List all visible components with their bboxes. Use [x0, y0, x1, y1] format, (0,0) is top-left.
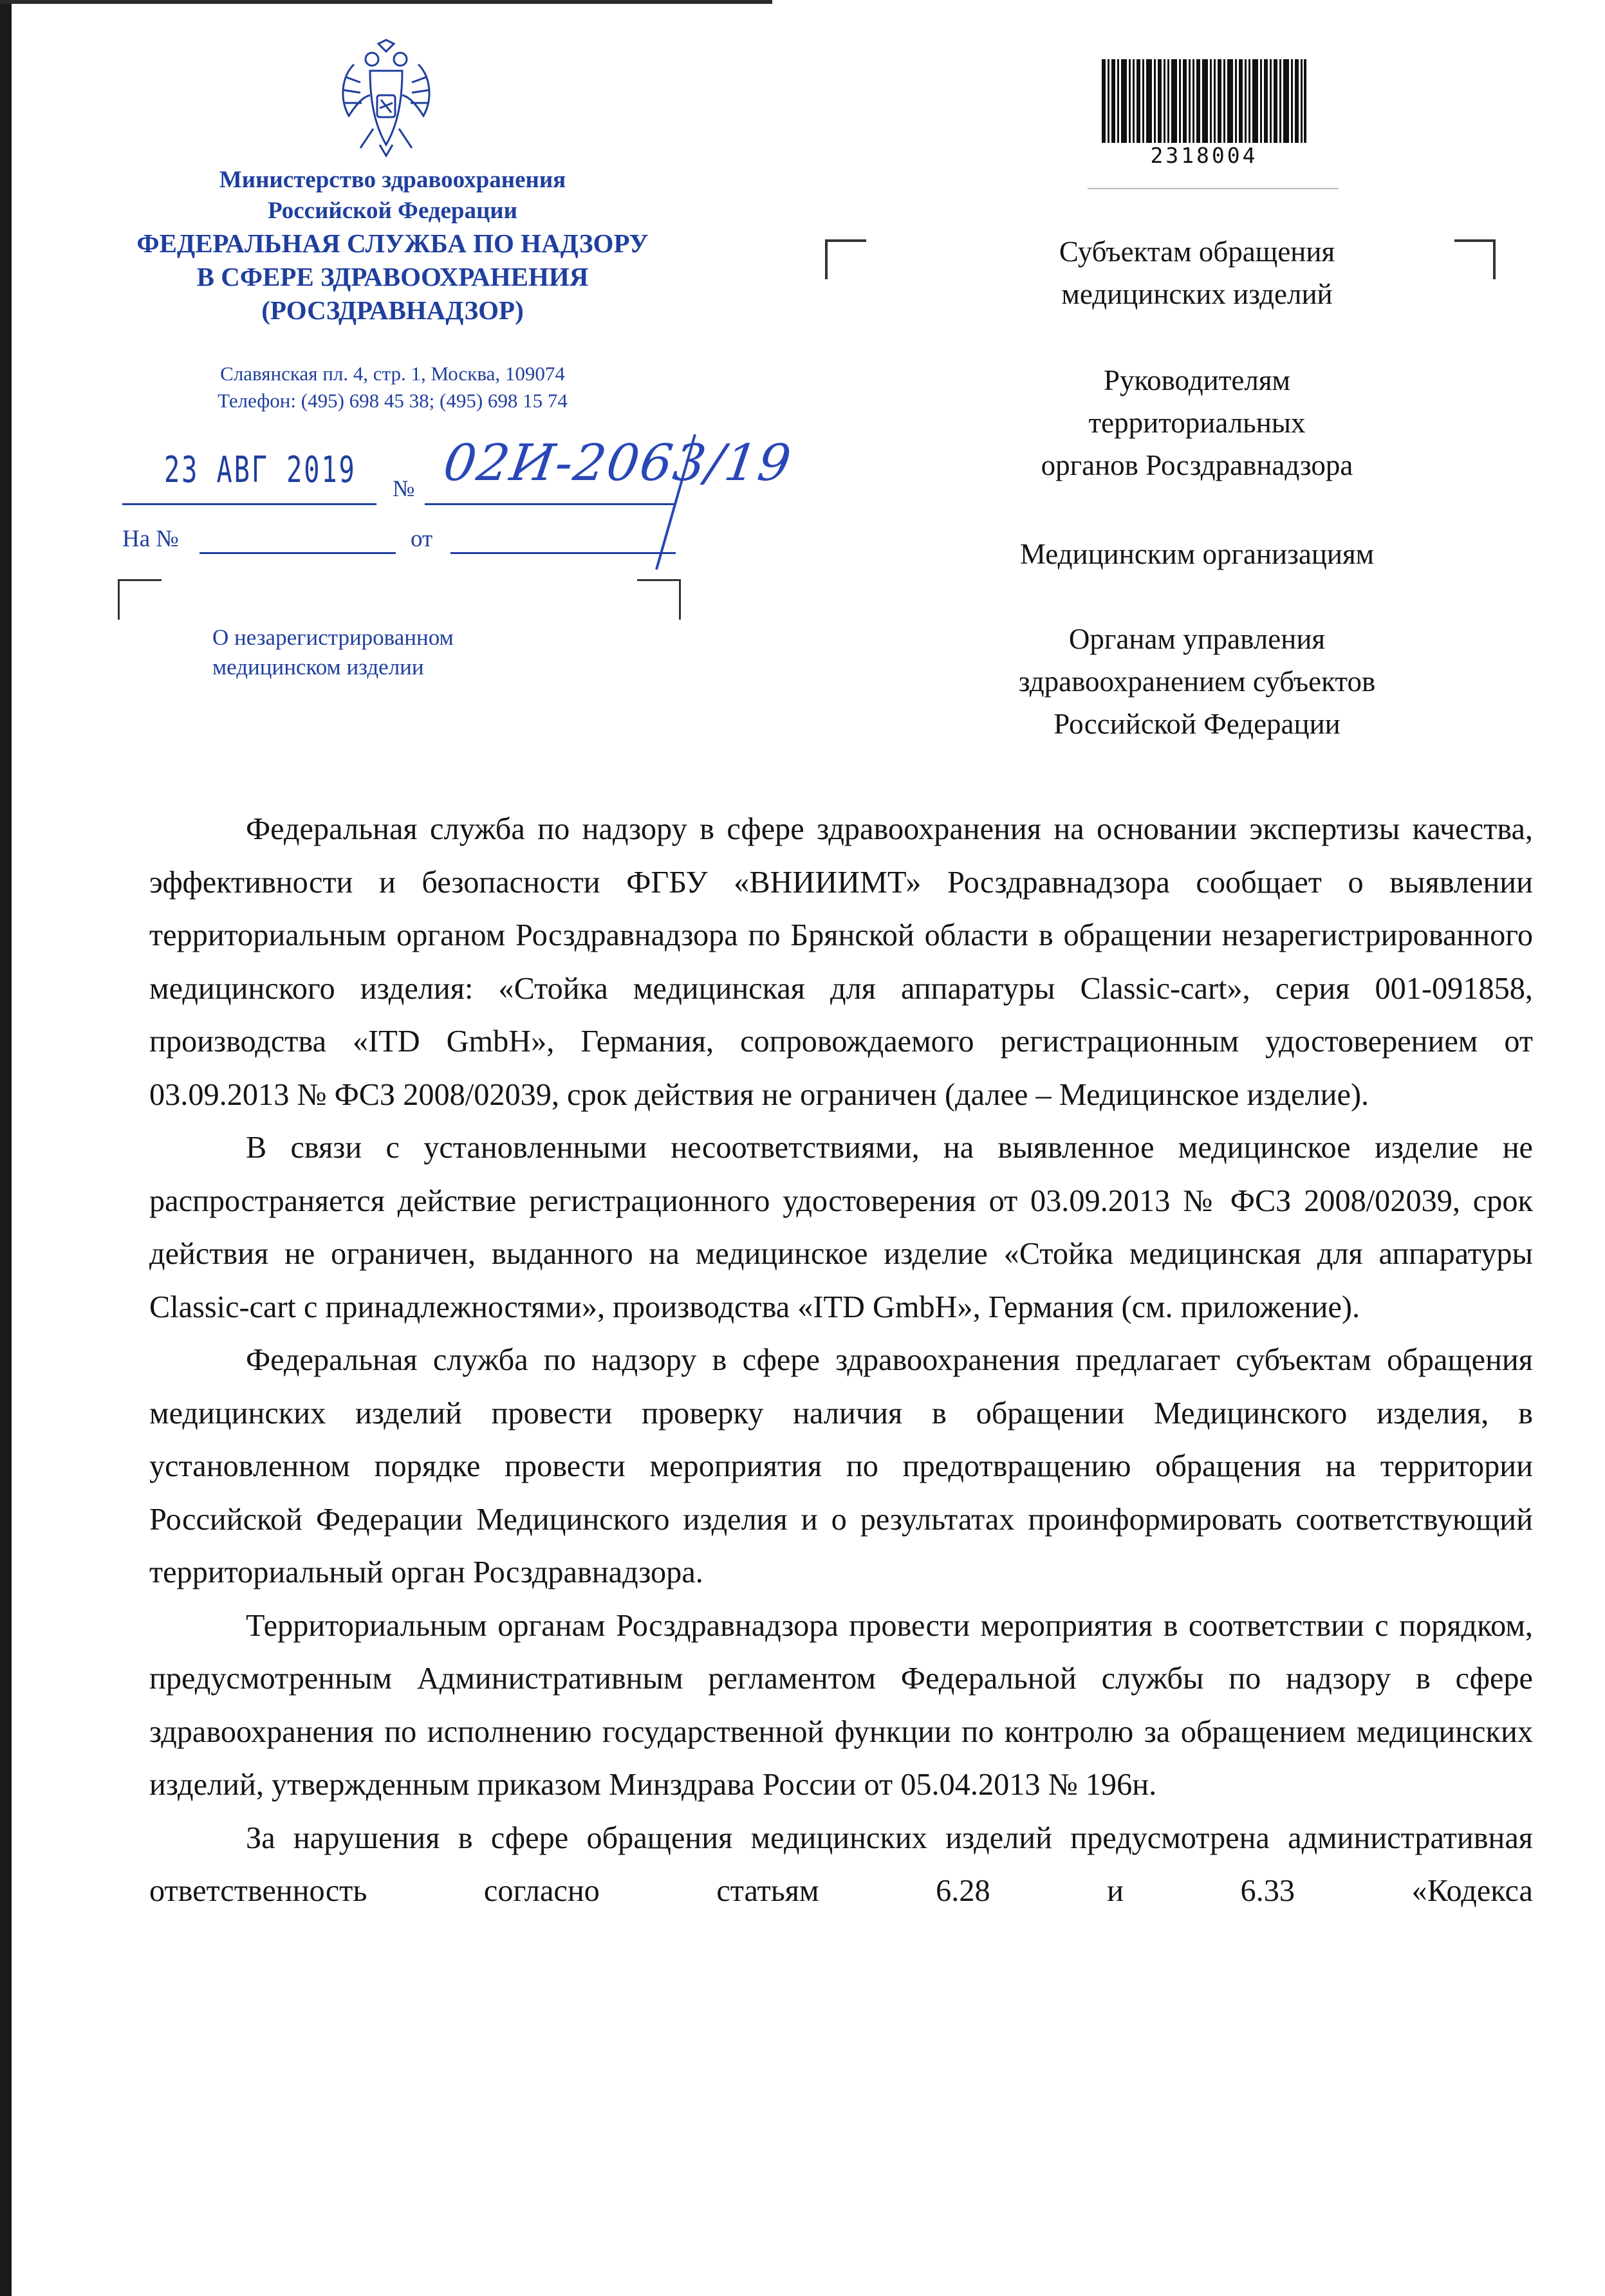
number-sign: № — [393, 476, 415, 501]
reply-date-line — [450, 552, 676, 554]
addressee-4-line-3: Российской Федерации — [1053, 708, 1341, 740]
subject-bracket-right — [637, 579, 681, 620]
service-line-1: ФЕДЕРАЛЬНАЯ СЛУЖБА ПО НАДЗОРУ — [136, 228, 649, 258]
addressee-bracket-left — [825, 239, 866, 279]
reply-number-line — [199, 552, 396, 554]
letter-body — [149, 803, 1533, 1918]
letterhead-contacts — [135, 360, 650, 414]
paragraph-1: Федеральная служба по надзору в сфере здравоохранения на основании экспертизы качества, эффективности и безопасности ФГБУ «ВНИИИМТ» Росздравнадзора сообщает о выявлении территориальным органом Росздравнадзора по Брянской области в обращении незарегистрированного медицинского изделия: «Стойка медицинская для аппаратуры Classic-cart», серия 001-091858, производства «ITD GmbH», Германия, сопровождаемого регистрационным удостоверением от 03.09.2013 № ФСЗ 2008/02039, срок действия не ограничен (далее – Медицинское изделие). — [149, 812, 1533, 1112]
ministry-name — [161, 165, 624, 227]
barcode-number: 2318004 — [1150, 143, 1258, 168]
from-label: от — [411, 526, 433, 552]
addressee-3-line-1: Медицинским организациям — [1019, 538, 1375, 570]
paragraph-2: В связи с установленными несоответствиями, на выявленное медицинское изделие не распространяется действие регистрационного удостоверения от 03.09.2013 № ФСЗ 2008/02039, срок действия не ограничен, выданного на медицинское изделие «Стойка медицинская для аппаратуры Classic-cart с принадлежностями», производства «ITD GmbH», Германия (см. приложение). — [149, 1131, 1533, 1324]
registration-number: 02И-2063/19 — [440, 434, 795, 492]
paragraph-5: За нарушения в сфере обращения медицинских изделий предусмотрена административная ответственность согласно статьям 6.28 и 6.33 «Кодекса — [149, 1820, 1533, 1908]
addressee-group-2 — [914, 359, 1480, 486]
subject-line-2: медицинском изделии — [212, 654, 424, 680]
service-line-3: (РОСЗДРАВНАДЗОР) — [261, 295, 524, 325]
handwritten-slash — [650, 431, 701, 573]
service-line-2: В СФЕРЕ ЗДРАВООХРАНЕНИЯ — [196, 262, 589, 292]
service-name — [109, 227, 676, 327]
addressee-4-line-2: здравоохранением субъектов — [1018, 665, 1376, 698]
addressee-1-line-1: Субъектам обращения — [1059, 236, 1335, 268]
addressee-2-line-3: органов Росздравнадзора — [1041, 449, 1353, 481]
subject-bracket-left — [118, 579, 162, 620]
barcode-divider — [1088, 188, 1339, 189]
ministry-line-2: Российской Федерации — [268, 198, 517, 224]
ministry-line-1: Министерство здравоохранения — [219, 167, 566, 193]
subject — [212, 623, 454, 682]
scan-edge — [0, 0, 12, 2296]
date-underline — [122, 503, 376, 505]
addressee-2-line-1: Руководителям — [1104, 364, 1290, 396]
addressee-1-line-2: медицинских изделий — [1061, 278, 1333, 310]
reply-label: На № — [122, 526, 179, 552]
addressee-group-1 — [914, 230, 1480, 315]
subject-line-1: О незарегистрированном — [212, 625, 454, 650]
addressee-group-3 — [914, 533, 1480, 575]
paragraph-3: Федеральная служба по надзору в сфере здравоохранения предлагает субъектам обращения медицинских изделий провести проверку наличия в обращении Медицинского изделия, в установленном порядке провести мероприятия по предотвращению обращения на территории Российской Федерации Медицинского изделия и о результатах проинформировать соответствующий территориальный орган Росздравнадзора. — [149, 1343, 1533, 1589]
barcode — [1102, 59, 1306, 143]
addressee-2-line-2: территориальных — [1088, 407, 1306, 439]
russian-coat-of-arms-icon — [335, 39, 438, 158]
addressee-4-line-1: Органам управления — [1068, 623, 1326, 655]
phone: Телефон: (495) 698 45 38; (495) 698 15 74 — [218, 389, 568, 412]
address: Славянская пл. 4, стр. 1, Москва, 109074 — [220, 362, 565, 385]
addressee-group-4 — [914, 618, 1480, 745]
paragraph-4: Территориальным органам Росздравнадзора провести мероприятия в соответствии с порядком, предусмотренным Административным регламентом Федеральной службы по надзору в сфере здравоохранения по исполнению государственной функции по контролю за обращением медицинских изделий, утвержденным приказом Минздрава России от 05.04.2013 № 196н. — [149, 1608, 1533, 1802]
number-underline — [425, 503, 676, 505]
date-stamp: 23 АВГ 2019 — [164, 449, 357, 491]
scan-edge-top — [0, 0, 772, 4]
